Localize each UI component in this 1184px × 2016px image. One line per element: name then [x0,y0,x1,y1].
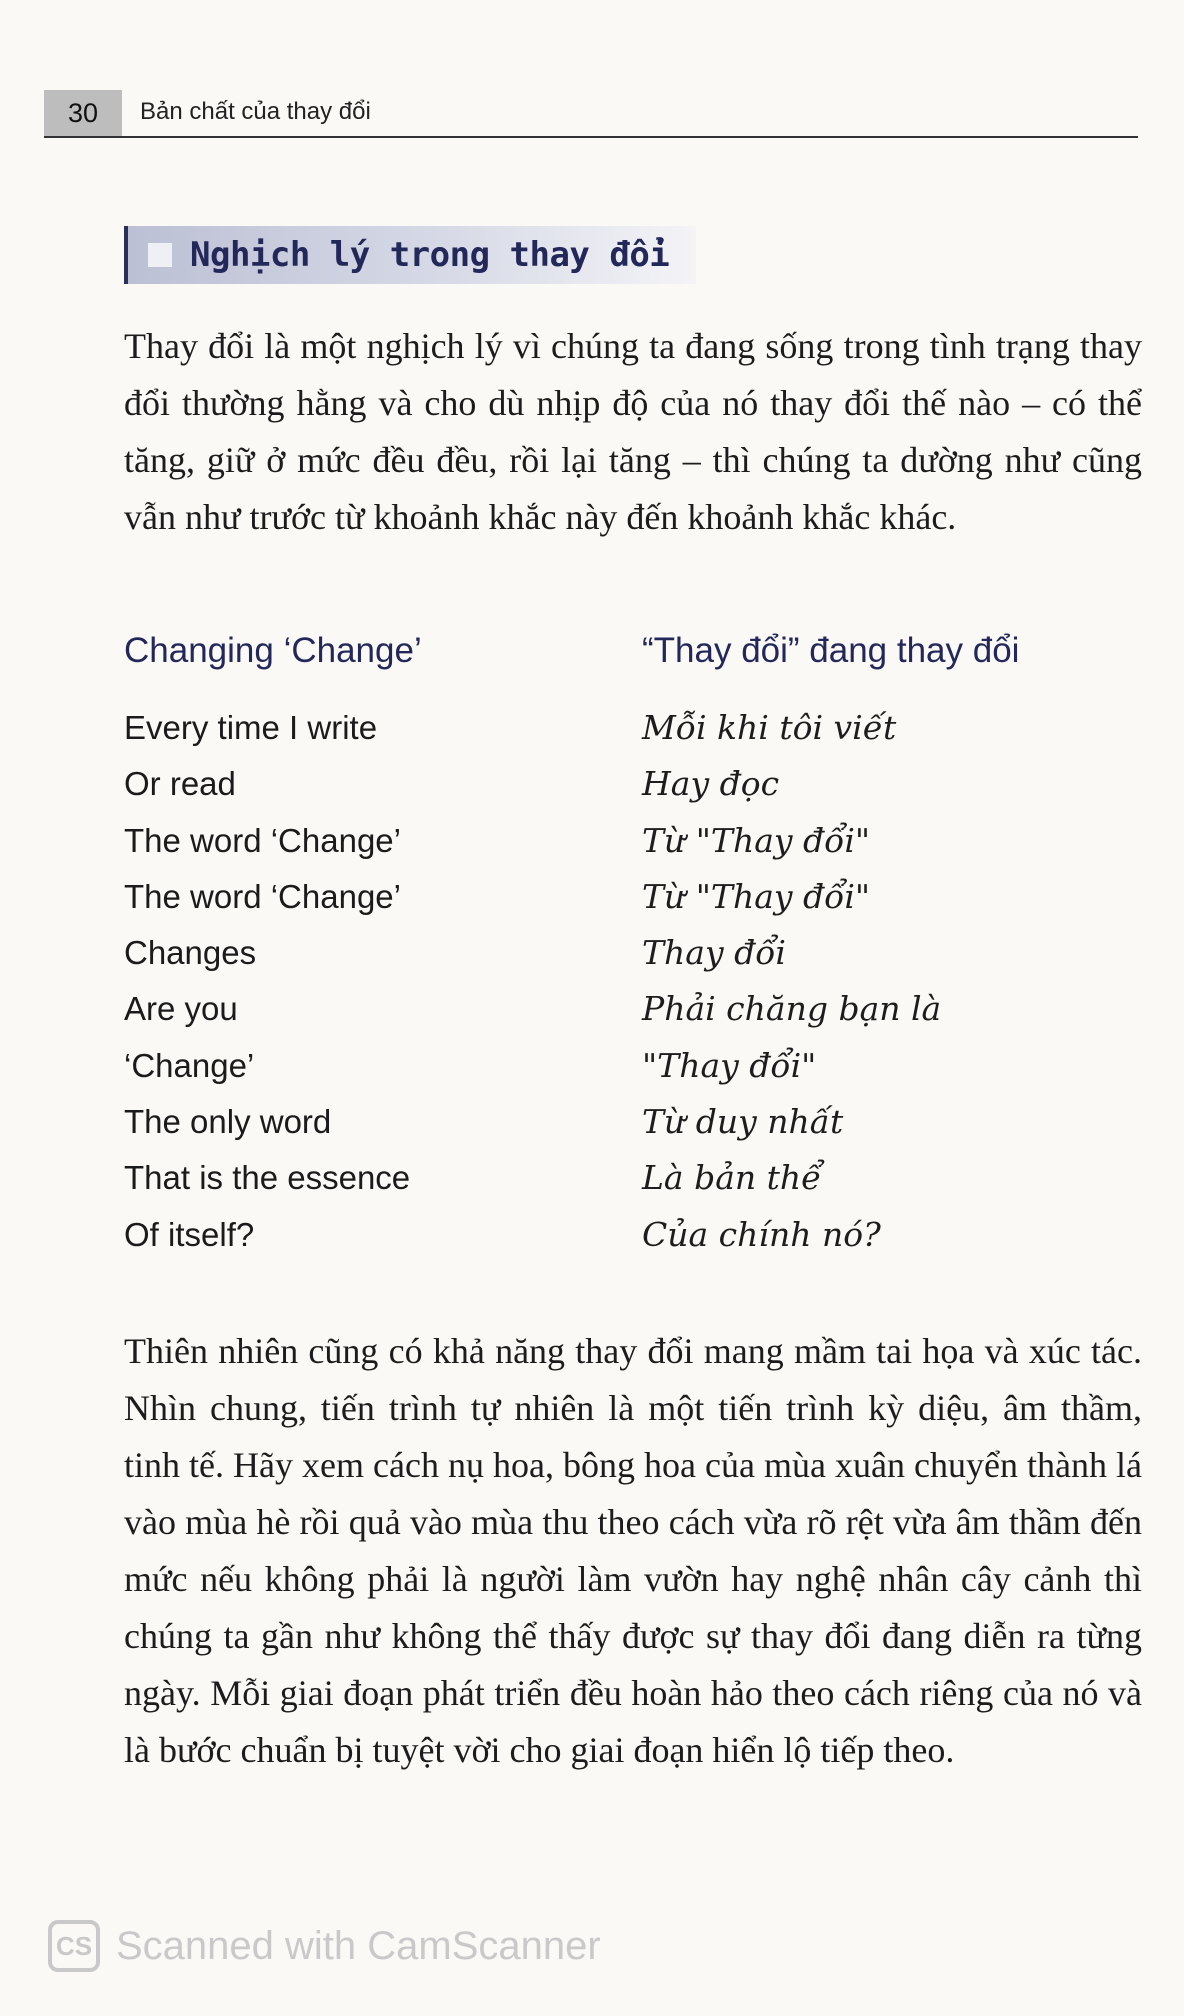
body-paragraph: Thiên nhiên cũng có khả năng thay đổi mang mầm tai họa và xúc tác. Nhìn chung, tiến trình tự nhiên là một tiến trình kỳ diệu, âm thầm, tinh tế. Hãy xem cách nụ hoa, bông hoa của mùa xuân chuyển thành lá vào mùa hè rồi quả vào mùa thu theo cách vừa rõ rệt vừa âm thầm đến mức nếu không phải là người làm vườn hay nghệ nhân cây cảnh thì chúng ta gần như không thể thấy được sự thay đổi đang diễn ra từng ngày. Mỗi giai đoạn phát triển đều hoàn hảo theo cách riêng của nó và là bước chuẩn bị tuyệt vời cho giai đoạn hiển lộ tiếp theo. [124,1331,1142,1770]
poem-vietnamese-line: Phải chăng bạn là [642,989,942,1029]
running-title: Bản chất của thay đổi [140,98,371,125]
poem-vietnamese-line: Của chính nó? [642,1214,881,1254]
poem-english-line: Of itself? [124,1215,255,1253]
poem-vietnamese-column [642,622,1019,1263]
heading-square-icon [148,243,172,267]
poem-vietnamese-title: “Thay đổi” đang thay đổi [642,631,1020,670]
poem-english-line: Changes [124,934,257,972]
page-number: 30 [44,90,122,136]
poem-english-column [124,622,422,1263]
poem-vietnamese-line: Từ duy nhất [642,1102,844,1142]
scanner-watermark [48,1920,601,1972]
poem-english-line: Or read [124,765,236,803]
poem-vietnamese-line: Mỗi khi tôi viết [642,708,897,747]
header-rule [44,136,1138,138]
poem-vietnamese-line: Thay đổi [642,933,786,973]
section-heading [124,226,696,284]
poem-english-line: The word ‘Change’ [124,877,401,915]
poem-english-line: ‘Change’ [124,1046,255,1084]
poem-vietnamese-line: Từ "Thay đổi" [642,876,871,916]
camscanner-logo-icon: CS [48,1920,100,1972]
poem-vietnamese-line: Hay đọc [642,764,780,804]
section-heading-text: Nghịch lý trong thay đổi [190,235,670,275]
poem-vietnamese-line: "Thay đổi" [642,1045,817,1085]
poem-english-line: That is the essence [124,1159,411,1197]
poem-vietnamese-line: Từ "Thay đổi" [642,820,871,860]
poem-vietnamese-line: Là bản thể [642,1158,822,1198]
poem-english-title: Changing ‘Change’ [124,631,422,670]
intro-paragraph: Thay đổi là một nghịch lý vì chúng ta đang sống trong tình trạng thay đổi thường hằng và cho dù nhịp độ của nó thay đổi thế nào – có thể tăng, giữ ở mức đều đều, rồi lại tăng – thì chúng ta dường như cũng vẫn như trước từ khoảnh khắc này đến khoảnh khắc khác. [124,326,1142,537]
watermark-text: Scanned with CamScanner [116,1923,601,1968]
poem-english-line: Every time I write [124,709,378,746]
poem-english-line: The word ‘Change’ [124,821,401,859]
poem-english-line: Are you [124,990,238,1028]
poem-english-line: The only word [124,1103,332,1141]
